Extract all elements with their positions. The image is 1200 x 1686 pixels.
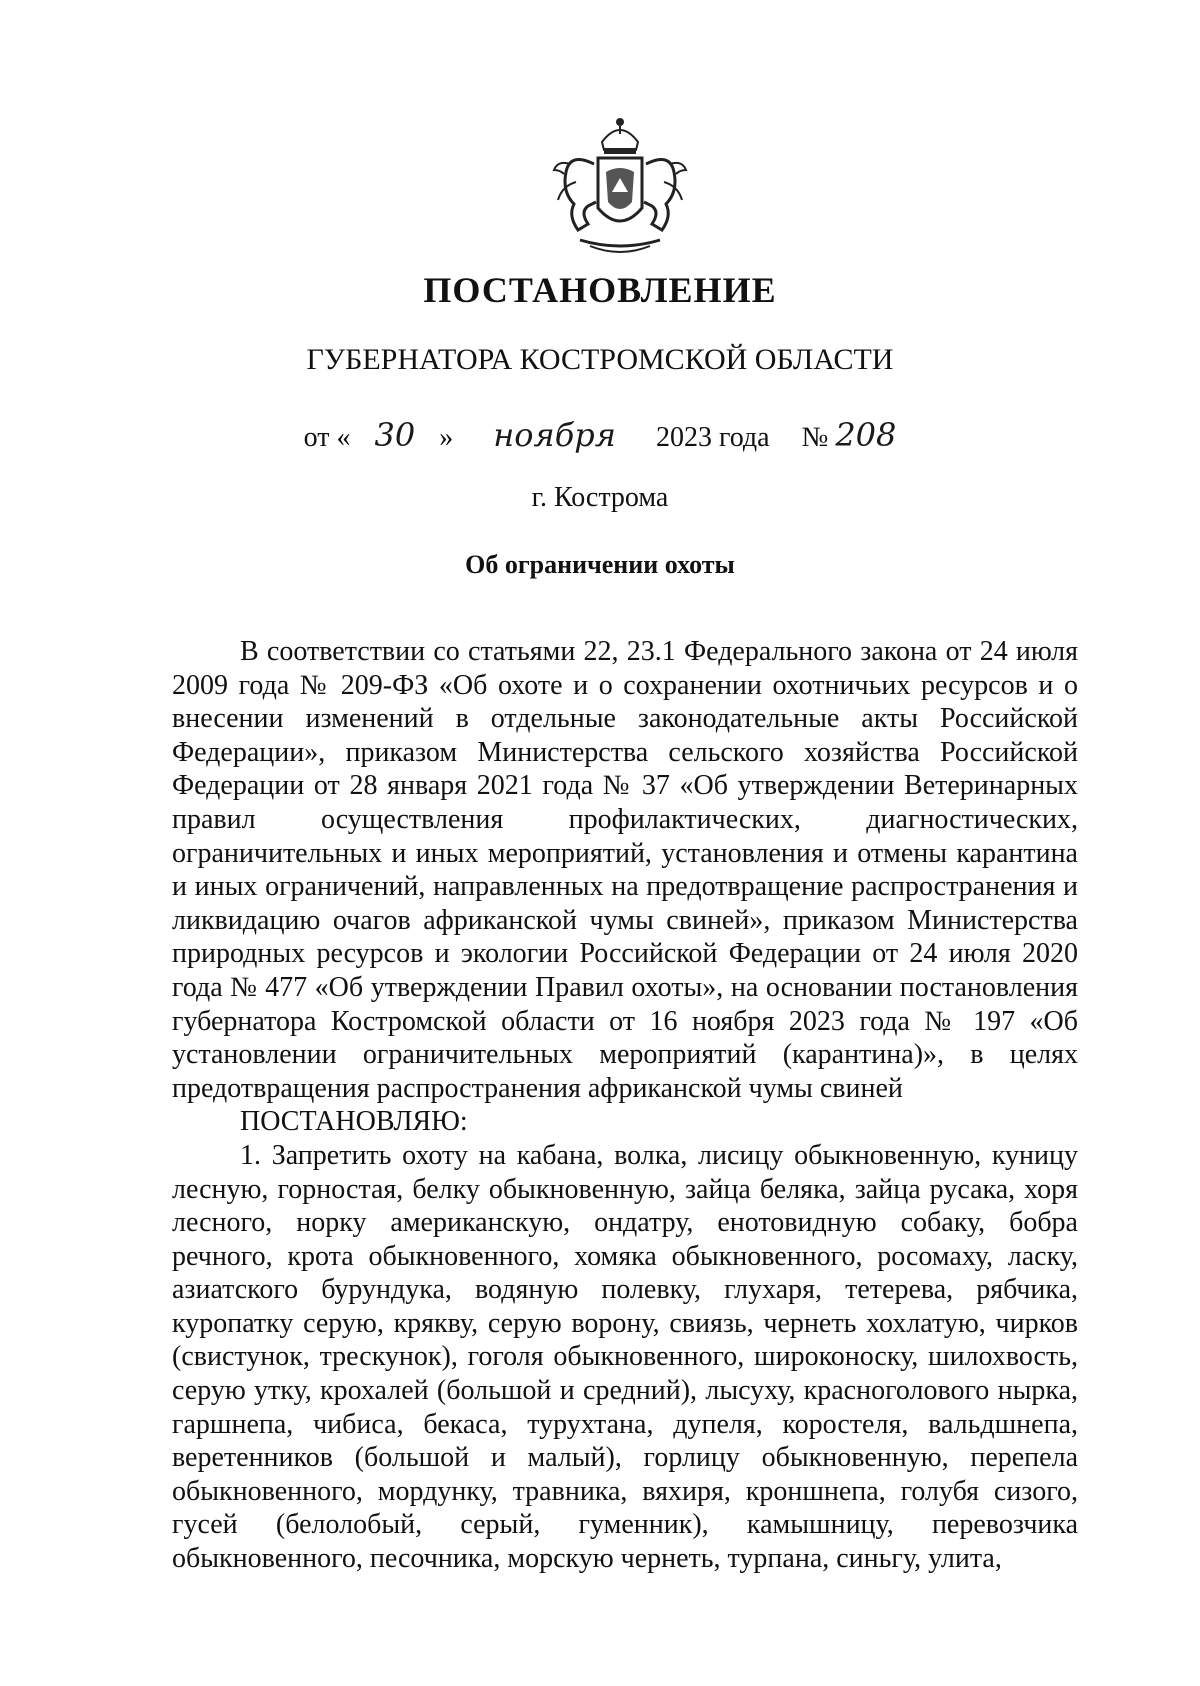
document-body [172, 635, 1078, 1576]
number-prefix: № [801, 422, 829, 453]
document-number: 208 [835, 416, 897, 454]
document-title: ПОСТАНОВЛЕНИЕ [423, 270, 777, 310]
date-quote-close: » [439, 422, 454, 453]
issuing-authority: ГУБЕРНАТОРА КОСТРОМСКОЙ ОБЛАСТИ [306, 343, 894, 376]
date-day: 30 [374, 416, 416, 454]
city: г. Кострома [531, 482, 669, 513]
document-subject: Об ограничении охоты [465, 550, 735, 579]
item-1-paragraph: 1. Запретить охоту на кабана, волка, лисицу обыкновенную, куницу лесную, горностая, белку обыкновенную, зайца беляка, зайца русака, хоря лесного, норку американскую, ондатру, енотовидную собаку, бобра речного, крота обыкновенного, хомяка обыкновенного, росомаху, ласку, азиатского бурундука, водяную полевку, глухаря, тетерева, рябчика, куропатку серую, крякву, серую ворону, свиязь, чернеть хохлатую, чирков (свистунок, трескунок), гоголя обыкновенного, широконоску, шилохвость, серую утку, крохалей (большой и средний), лысуху, красноголового нырка, гаршнепа, чибиса, бекаса, турухтана, дупеля, коростеля, вальдшнепа, веретенников (большой и малый), горлицу обыкновенную, перепела обыкновенного, мордунку, травника, вяхиря, кроншнепа, голубя сизого, гусей (белолобый, серый, гуменник), камышницу, перевозчика обыкновенного, песочника, морскую чернеть, турпана, синьгу, улита, [172, 1139, 1078, 1575]
date-prefix: от « [303, 422, 351, 453]
decree-word: ПОСТАНОВЛЯЮ: [240, 1106, 468, 1138]
date-and-number-line [0, 410, 1200, 460]
coat-of-arms-icon [540, 112, 700, 262]
date-month: ноября [493, 416, 616, 454]
date-year: 2023 года [655, 422, 770, 453]
preamble-paragraph: В соответствии со статьями 22, 23.1 Федерального закона от 24 июля 2009 года № 209-ФЗ «Об охоте и о сохранении охотничьих ресурсов и о внесении изменений в отдельные законодательные акты Российской Федерации», приказом Министерства сельского хозяйства Российской Федерации от 28 января 2021 года № 37 «Об утверждении Ветеринарных правил осуществления профилактических, диагностических, ограничительных и иных мероприятий, установления и отмены карантина и иных ограничений, направленных на предотвращение распространения и ликвидацию очагов африканской чумы свиней», приказом Министерства природных ресурсов и экологии Российской Федерации от 24 июля 2020 года № 477 «Об утверждении Правил охоты», на основании постановления губернатора Костромской области от 16 ноября 2023 года № 197 «Об установлении ограничительных мероприятий (карантина)», в целях предотвращения распространения африканской чумы свиней [172, 636, 1078, 1104]
